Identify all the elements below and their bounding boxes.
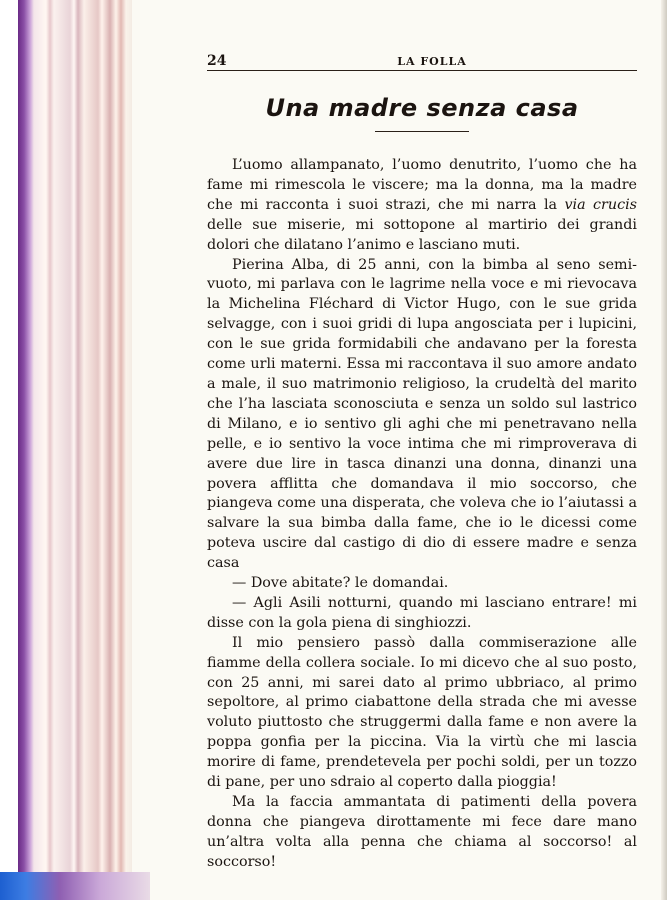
paragraph-2: Pierina Alba, di 25 anni, con la bimba al seno semi-vuoto, mi parlava con le lagrime nella voce e mi rievocava la Michelina Fléchard di Victor Hugo, con le sue grida selvagge, con i suoi gridi di lupa angosciata per i lupicini, con le sue grida formidabili che andavano per la foresta come urli materni. Essa mi raccontava il suo amore andato a male, il suo matrimonio religioso, la crudeltà del marito che l’ha lasciata sconosciuta e senza un soldo sul lastrico di Milano, e io sentivo gli aghi che mi penetravano nella pelle, e io sentivo la voce intima che mi rimproverava di avere due lire in tasca dinanzi una donna, dinanzi una povera afflitta che domandava il mio soccorso, che piangeva come una disperata, che voleva che io l’aiutassi a salvare la sua bimba dalla fame, che io le dicessi come poteva uscire dal castigo di dio di essere madre e senza casa xyxy=(207,256,637,572)
running-header xyxy=(207,50,637,71)
paragraph-1-italic: via crucis xyxy=(564,196,638,213)
dialogue-answer: — Agli Asili notturni, quando mi lasciano entrare! mi disse con la gola piena di singhiozzi. xyxy=(207,594,637,631)
title-divider xyxy=(375,131,469,132)
page-number: 24 xyxy=(207,53,227,69)
paragraph-5: Il mio pensiero passò dalla commiserazione alle fiamme della collera sociale. Io mi dicevo che al suo posto, con 25 anni, mi sarei dato al primo ubbriaco, al primo sepoltore, al primo ciabattone della strada che mi avesse voluto piuttosto che struggermi dalla fame e non avere la poppa gonfia per la piccina. Via la virtù che mi lascia morire di fame, prendetevela per pochi soldi, per un tozzo di pane, per uno sdraio al coperto dalla pioggia! xyxy=(207,634,637,791)
book-binding-edge xyxy=(0,0,132,900)
running-title: LA FOLLA xyxy=(397,55,467,68)
page-right-edge xyxy=(661,0,667,900)
paragraph-1 xyxy=(207,156,637,256)
book-page xyxy=(207,50,637,873)
article-title: Una madre senza casa xyxy=(265,94,579,122)
paragraph-6: Ma la faccia ammantata di patimenti della povera donna che piangeva dirottamente mi fece dare mano un’altra volta alla penna che chiama al soccorso! al soccorso! xyxy=(207,794,637,870)
article-body xyxy=(207,156,637,873)
paragraph-1-text-b: delle sue miserie, mi sottopone al martirio dei grandi dolori che dilatano l’animo e lasciano muti. xyxy=(207,216,637,253)
paragraph-1-text-a: L’uomo allampanato, l’uomo denutrito, l’uomo che ha fame mi rimescola le viscere; ma la donna, ma la madre che mi racconta i suoi strazi, che mi narra la xyxy=(207,157,637,213)
scan-edge-artifact xyxy=(0,872,150,900)
dialogue-question: — Dove abitate? le domandai. xyxy=(232,575,449,592)
